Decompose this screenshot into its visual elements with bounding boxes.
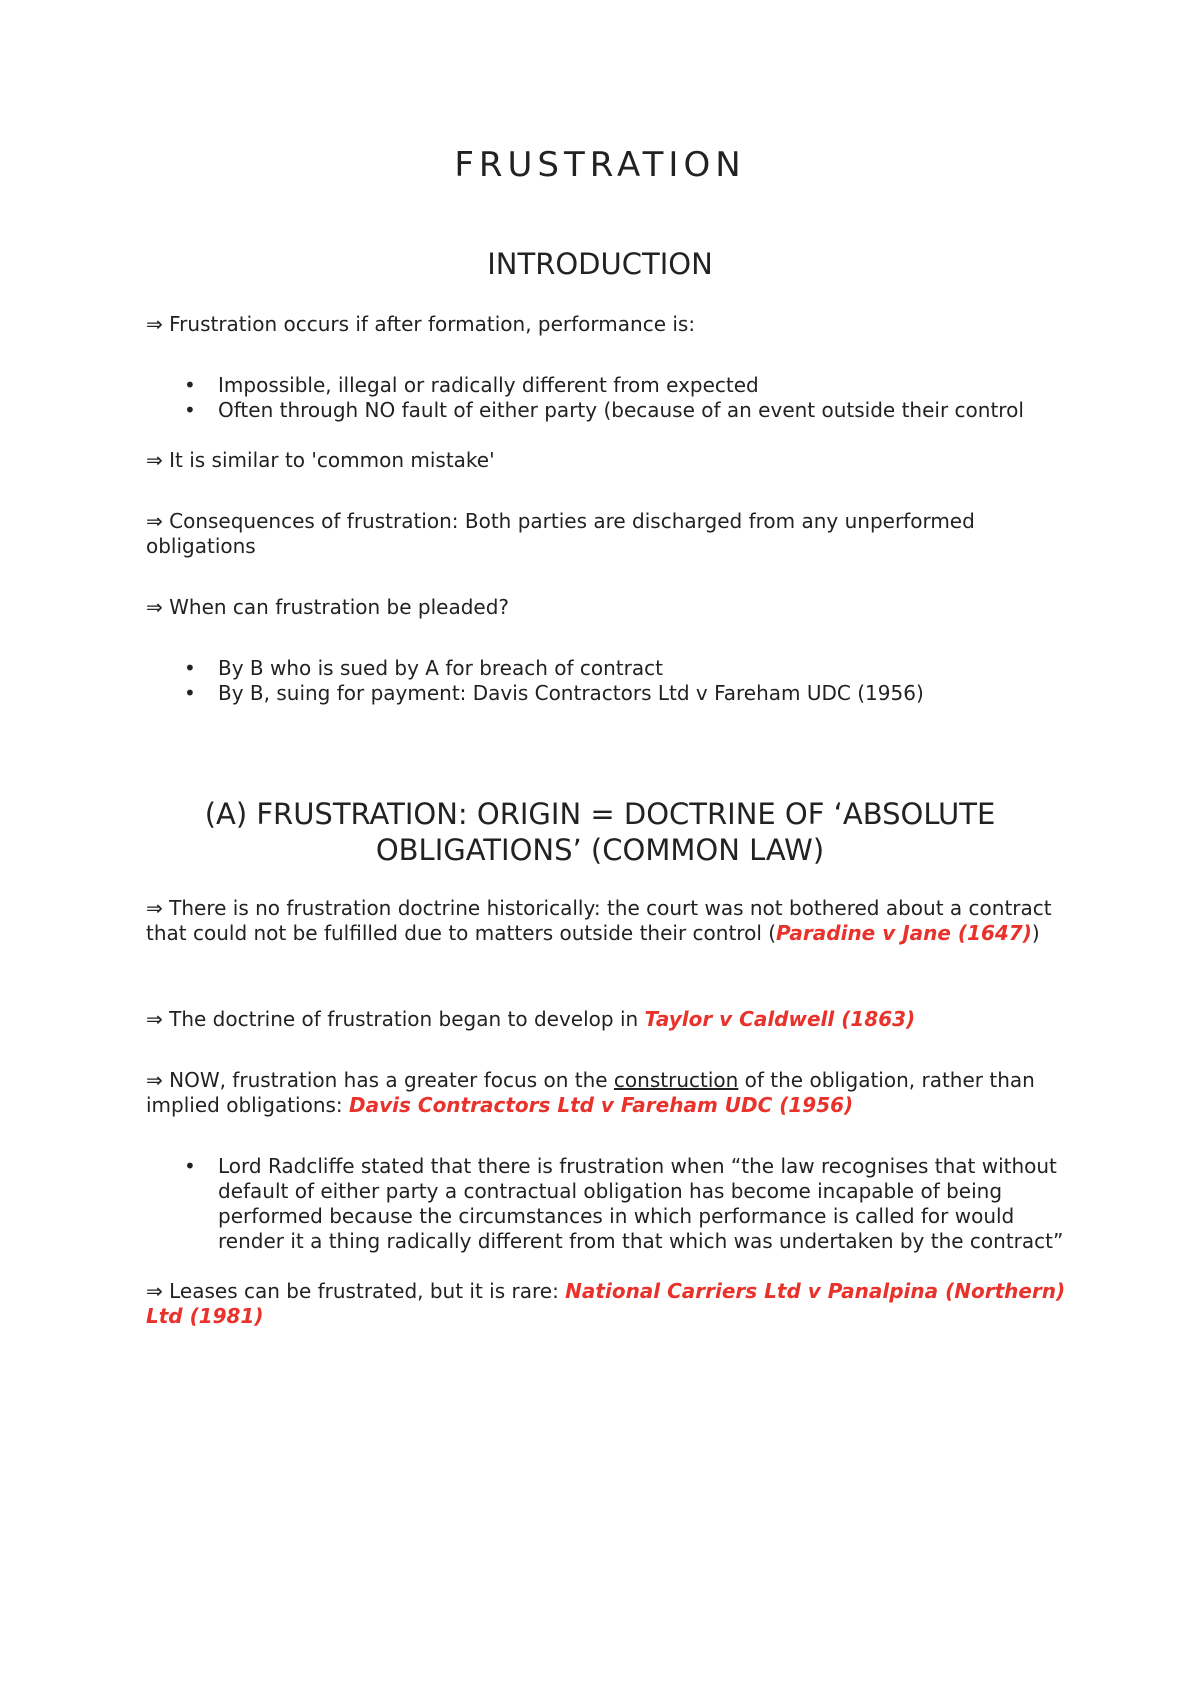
bullet-icon: • <box>184 373 196 397</box>
case-citation: Paradine v Jane (1647) <box>776 921 1032 945</box>
list-item: • Often through NO fault of either party (because of an event outside their control <box>184 398 1024 422</box>
bullet-icon: • <box>184 1154 196 1178</box>
section-a-paragraph-2: ⇒ The doctrine of frustration began to develop in Taylor v Caldwell (1863) <box>146 1007 916 1031</box>
document-title: FRUSTRATION <box>454 145 746 185</box>
list-item: • Lord Radcliffe stated that there is frustration when “the law recognises that without default of either party a contractual obligation has become incapable of being performed because the circumstances in which performance is called for would render it a thing radically different from that which was undertaken by the contract” <box>184 1154 1064 1253</box>
bullet-icon: • <box>184 398 196 422</box>
section-a-heading: (A) FRUSTRATION: ORIGIN = DOCTRINE OF ‘ABSOLUTE OBLIGATIONS’ (COMMON LAW) <box>204 797 996 867</box>
section-a-bullet-list <box>146 1154 1066 1254</box>
list-item: • Impossible, illegal or radically different from expected <box>184 373 759 397</box>
list-item: • By B, suing for payment: Davis Contractors Ltd v Fareham UDC (1956) <box>184 681 924 705</box>
intro-paragraph-3: ⇒ Consequences of frustration: Both parties are discharged from any unperformed obligations <box>146 509 975 558</box>
section-a-paragraph-3: ⇒ NOW, frustration has a greater focus on the construction of the obligation, rather than implied obligations: Davis Contractors Ltd v Fareham UDC (1956) <box>146 1068 1035 1117</box>
intro-paragraph-1: ⇒ Frustration occurs if after formation, performance is: <box>146 312 696 336</box>
bullet-icon: • <box>184 656 196 680</box>
intro-paragraph-2: ⇒ It is similar to 'common mistake' <box>146 448 495 472</box>
case-citation: Davis Contractors Ltd v Fareham UDC (1956) <box>349 1093 854 1117</box>
section-a-paragraph-4: ⇒ Leases can be frustrated, but it is rare: National Carriers Ltd v Panalpina (Northern) Ltd (1981) <box>146 1279 1066 1328</box>
intro-bullet-list-1 <box>146 373 1066 423</box>
bullet-icon: • <box>184 681 196 705</box>
case-citation: National Carriers Ltd v Panalpina (Northern) Ltd (1981) <box>146 1279 1066 1328</box>
underlined-term: construction <box>613 1068 739 1092</box>
section-a-paragraph-1: ⇒ There is no frustration doctrine historically: the court was not bothered about a contract that could not be fulfilled due to matters outside their control (Paradine v Jane (1647)) <box>146 896 1052 945</box>
list-item: • By B who is sued by A for breach of contract <box>184 656 663 680</box>
case-citation: Taylor v Caldwell (1863) <box>644 1007 916 1031</box>
introduction-heading: INTRODUCTION <box>487 247 713 281</box>
intro-bullet-list-2 <box>146 656 1066 706</box>
intro-paragraph-4: ⇒ When can frustration be pleaded? <box>146 595 510 619</box>
